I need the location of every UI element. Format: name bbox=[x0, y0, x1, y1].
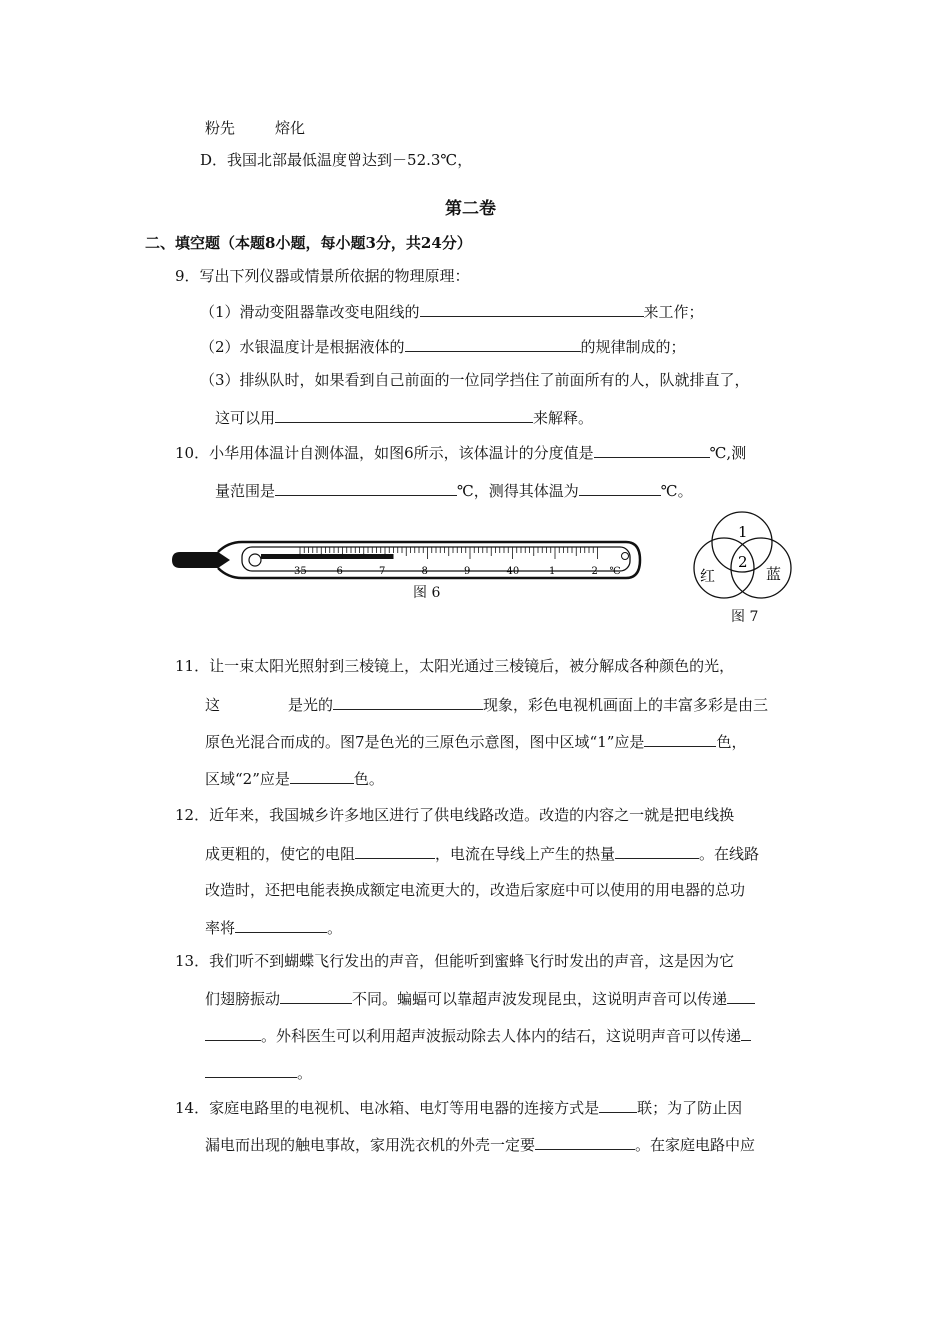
q14-line2 bbox=[205, 1134, 755, 1155]
scale-label: 2 bbox=[591, 566, 598, 577]
q11-text-c: 现象，彩色电视机画面上的丰富多彩是由三 bbox=[483, 696, 769, 714]
region-1-label: 1 bbox=[738, 523, 748, 541]
q11-line3 bbox=[205, 731, 746, 752]
q14-line1 bbox=[175, 1097, 742, 1118]
figure-6-caption: 图 6 bbox=[413, 585, 441, 601]
q12-line1: 12．近年来，我国城乡许多地区进行了供电线路改造。改造的内容之一就是把电线换 bbox=[175, 806, 735, 824]
scale-label: 6 bbox=[336, 566, 343, 577]
q9-part2 bbox=[200, 336, 686, 357]
q10-text-c: 量范围是 bbox=[215, 482, 276, 500]
answer-blank[interactable] bbox=[420, 301, 644, 317]
thermometer-reservoir bbox=[249, 554, 261, 566]
q13-line3 bbox=[205, 1025, 751, 1046]
mercury-column bbox=[261, 554, 394, 559]
answer-blank[interactable] bbox=[405, 336, 581, 352]
q9-part2-text-b: 的规律制成的； bbox=[580, 338, 686, 356]
q12-text-a: 成更粗的，使它的电阻 bbox=[205, 845, 356, 863]
q10-line1 bbox=[175, 442, 746, 463]
answer-blank[interactable] bbox=[599, 1097, 637, 1113]
blue-label: 蓝 bbox=[766, 565, 782, 583]
option-d-line: D．我国北部最低温度曾达到－52.3℃， bbox=[200, 151, 473, 169]
q11-text-a: 这 bbox=[205, 696, 221, 714]
q9-part3: （3）排纵队时，如果看到自己前面的一位同学挡住了前面所有的人，队就排直了， bbox=[200, 371, 750, 389]
q12-line4 bbox=[205, 917, 342, 938]
option-c-text-b: 熔化 bbox=[275, 119, 306, 137]
scale-label: ℃ bbox=[609, 566, 621, 577]
figure-7-caption: 图 7 bbox=[731, 609, 759, 625]
answer-blank[interactable] bbox=[615, 843, 699, 859]
q13-text-d: 。 bbox=[297, 1064, 313, 1082]
scale-label: 35 bbox=[294, 566, 307, 577]
q11-text-d: 原色光混合而成的。图7是色光的三原色示意图，图中区域“1”应是 bbox=[205, 733, 645, 751]
answer-blank[interactable] bbox=[741, 1025, 751, 1041]
q10-text-e: ℃。 bbox=[660, 482, 693, 500]
answer-blank[interactable] bbox=[644, 731, 716, 747]
figure-7-color-diagram bbox=[688, 510, 798, 602]
q14-text-b: 联；为了防止因 bbox=[637, 1099, 743, 1117]
answer-blank[interactable] bbox=[727, 988, 755, 1004]
answer-blank[interactable] bbox=[275, 480, 457, 496]
q14-text-a: 14．家庭电路里的电视机、电冰箱、电灯等用电器的连接方式是 bbox=[175, 1099, 600, 1117]
scale-label: 9 bbox=[464, 566, 471, 577]
volume-title: 第二卷 bbox=[445, 199, 496, 219]
q10-text-a: 10．小华用体温计自测体温，如图6所示，该体温计的分度值是 bbox=[175, 444, 594, 462]
scale-label: 8 bbox=[421, 566, 428, 577]
q13-text-b: 不同。蝙蝠可以靠超声波发现昆虫，这说明声音可以传递 bbox=[352, 990, 728, 1008]
answer-blank[interactable] bbox=[235, 917, 327, 933]
q12-text-b: ，电流在导线上产生的热量 bbox=[435, 845, 616, 863]
figure-6-thermometer bbox=[170, 530, 645, 610]
option-c-line bbox=[205, 118, 305, 138]
q13-line2 bbox=[205, 988, 755, 1009]
q10-line2 bbox=[215, 480, 693, 501]
answer-blank[interactable] bbox=[205, 1062, 297, 1078]
q9-part1-text-b: 来工作； bbox=[643, 303, 704, 321]
q12-text-c: 。在线路 bbox=[699, 845, 760, 863]
q11-line4 bbox=[205, 768, 384, 789]
answer-blank[interactable] bbox=[275, 407, 533, 423]
q9-part1-text-a: （1）滑动变阻器靠改变电阻线的 bbox=[200, 303, 420, 321]
q10-text-d: ℃，测得其体温为 bbox=[457, 482, 579, 500]
q13-line4 bbox=[205, 1062, 312, 1083]
region-2-label: 2 bbox=[738, 553, 748, 571]
scale-label: 40 bbox=[506, 566, 520, 577]
answer-blank[interactable] bbox=[535, 1134, 635, 1150]
answer-blank[interactable] bbox=[205, 1025, 261, 1041]
answer-blank[interactable] bbox=[579, 480, 661, 496]
q14-text-d: 。在家庭电路中应 bbox=[635, 1136, 756, 1154]
q10-text-b: ℃,测 bbox=[709, 444, 747, 462]
scale-label: 1 bbox=[549, 566, 556, 577]
answer-blank[interactable] bbox=[280, 988, 352, 1004]
q11-line1: 11．让一束太阳光照射到三棱镜上，太阳光通过三棱镜后，被分解成各种颜色的光， bbox=[175, 657, 735, 675]
option-c-text-a: 粉先 bbox=[205, 119, 236, 137]
answer-blank[interactable] bbox=[333, 694, 483, 710]
q11-text-b: 是光的 bbox=[288, 696, 334, 714]
scale-label: 7 bbox=[379, 566, 386, 577]
q11-line2 bbox=[205, 694, 768, 715]
section-title: 二、填空题（本题8小题，每小题3分，共24分） bbox=[145, 234, 472, 252]
answer-blank[interactable] bbox=[290, 768, 354, 784]
q9-part3-text-b: 这可以用 bbox=[215, 409, 276, 427]
q13-text-a: 们翅膀振动 bbox=[205, 990, 281, 1008]
q9-part3-cont bbox=[215, 407, 593, 428]
answer-blank[interactable] bbox=[355, 843, 435, 859]
thermometer-end bbox=[622, 553, 629, 560]
q12-text-e: 。 bbox=[327, 919, 343, 937]
q9-part1 bbox=[200, 301, 704, 322]
q13-line1: 13．我们听不到蝴蝶飞行发出的声音，但能听到蜜蜂飞行时发出的声音，这是因为它 bbox=[175, 952, 735, 970]
q13-text-c: 。外科医生可以利用超声波振动除去人体内的结石，这说明声音可以传递 bbox=[261, 1027, 742, 1045]
q9-part2-text-a: （2）水银温度计是根据液体的 bbox=[200, 338, 405, 356]
q14-text-c: 漏电而出现的触电事故，家用洗衣机的外壳一定要 bbox=[205, 1136, 536, 1154]
thermometer-bulb bbox=[172, 552, 230, 568]
q12-line3: 改造时，还把电能表换成额定电流更大的，改造后家庭中可以使用的用电器的总功 bbox=[205, 881, 746, 899]
red-label: 红 bbox=[700, 567, 716, 585]
q9-stem: 9．写出下列仪器或情景所依据的物理原理： bbox=[175, 267, 470, 285]
q12-text-d: 率将 bbox=[205, 919, 236, 937]
q11-text-g: 色。 bbox=[353, 770, 384, 788]
q11-text-e: 色， bbox=[716, 733, 747, 751]
q9-part3-text-c: 来解释。 bbox=[533, 409, 594, 427]
q12-line2 bbox=[205, 843, 759, 864]
answer-blank[interactable] bbox=[594, 442, 710, 458]
q11-text-f: 区域“2”应是 bbox=[205, 770, 290, 788]
